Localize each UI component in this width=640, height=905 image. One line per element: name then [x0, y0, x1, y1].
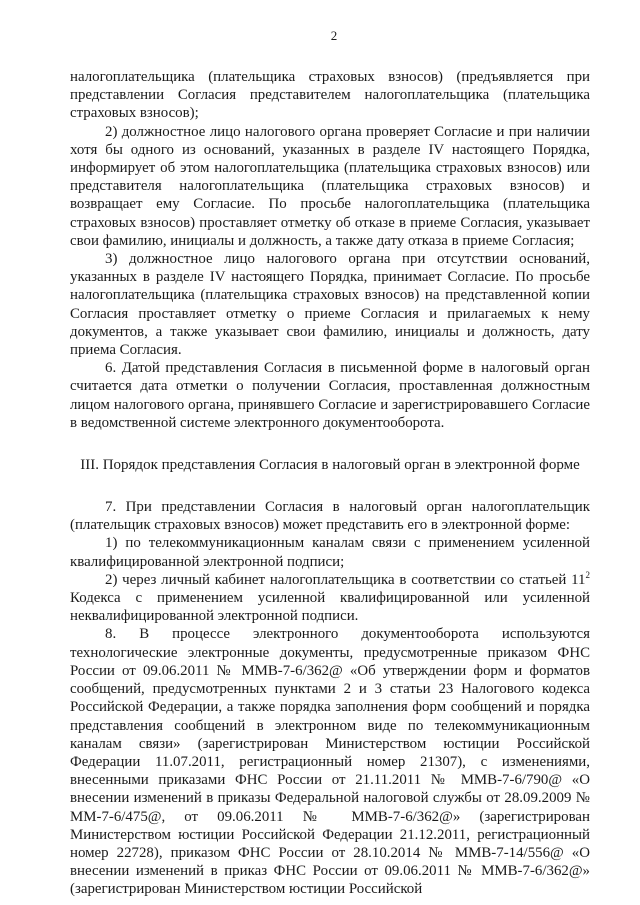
item-2-text: 2) через личный кабинет налогоплательщика в соответствии со статьей 11	[105, 571, 586, 588]
body-text-part-1	[70, 68, 590, 432]
paragraph-continuation: налогоплательщика (плательщика страховых взносов) (предъявляется при представлении Согласия представителем налогоплательщика (плательщика страховых взносов);	[70, 69, 590, 122]
paragraph-item-3: 3) должностное лицо налогового органа при отсутствии оснований, указанных в разделе IV настоящего Порядка, принимает Согласие. По просьбе налогоплательщика (плательщика страховых взносов) на представленной копии Согласия проставляет отметку о приеме Согласия и прилагаемых к нему документов, а также указывает свои фамилию, инициалы и должность, дату приема Согласия.	[70, 251, 590, 359]
article-superscript: 2	[585, 569, 590, 580]
paragraph-7-item-2	[70, 571, 590, 626]
paragraph-6: 6. Датой представления Согласия в письменной форме в налоговый орган считается дата отметки о получении Согласия, проставленная должностным лицом налогового органа, принявшего Согласие и зарегистрировавшего Согласие в ведомственной системе электронного документооборота.	[70, 360, 590, 431]
section-heading: III. Порядок представления Согласия в налоговый орган в электронной форме	[80, 457, 580, 474]
page-number: 2	[330, 28, 338, 43]
paragraph-8: 8. В процессе электронного документооборота используются технологические электронные документы, предусмотренные приказом ФНС России от 09.06.2011 № ММВ-7-6/362@ «Об утверждении форм и форматов сообщений, предусмотренных пунктами 2 и 3 статьи 23 Налогового кодекса Российской Федерации, а также порядка заполнения форм сообщений и порядка представления сообщений в электронном виде по телекоммуникационным каналам связи» (зарегистрирован Министерством юстиции Российской Федерации 11.07.2011, регистрационный номер 21307), с изменениями, внесенными приказами ФНС России от 21.11.2011 № ММВ-7-6/790@ «О внесении изменений в приказы Федеральной налоговой службы от 28.09.2009 № ММ-7-6/475@, от 09.06.2011 № ММВ-7-6/362@» (зарегистрирован Министерством юстиции Российской Федерации 21.12.2011, регистрационный номер 22728), приказом ФНС России от 28.10.2014 № ММВ-7-14/556@ «О внесении изменений в приказ ФНС России от 09.06.2011 № ММВ-7-6/362@» (зарегистрирован Министерством юстиции Российской	[70, 626, 590, 898]
body-text-part-2	[70, 498, 590, 898]
item-2-text-cont: Кодекса с применением усиленной квалифицированной или усиленной неквалифицированной электронной подписи.	[70, 590, 590, 625]
paragraph-item-2: 2) должностное лицо налогового органа проверяет Согласие и при наличии хотя бы одного из оснований, указанных в разделе IV настоящего Порядка, информирует об этом налогоплательщика (плательщика страховых взносов) или представителя налогоплательщика (плательщика страховых взносов) и возвращает ему Согласие. По просьбе налогоплательщика (плательщика страховых взносов) проставляет отметку об отказе в приеме Согласия, указывает свои фамилию, инициалы и должность, а также дату отказа в приеме Согласия;	[70, 123, 590, 249]
paragraph-7-item-1: 1) по телекоммуникационным каналам связи с применением усиленной квалифицированной электронной подписи;	[70, 535, 590, 570]
paragraph-7: 7. При представлении Согласия в налоговый орган налогоплательщик (плательщик страховых взносов) может представить его в электронной форме:	[70, 499, 590, 534]
